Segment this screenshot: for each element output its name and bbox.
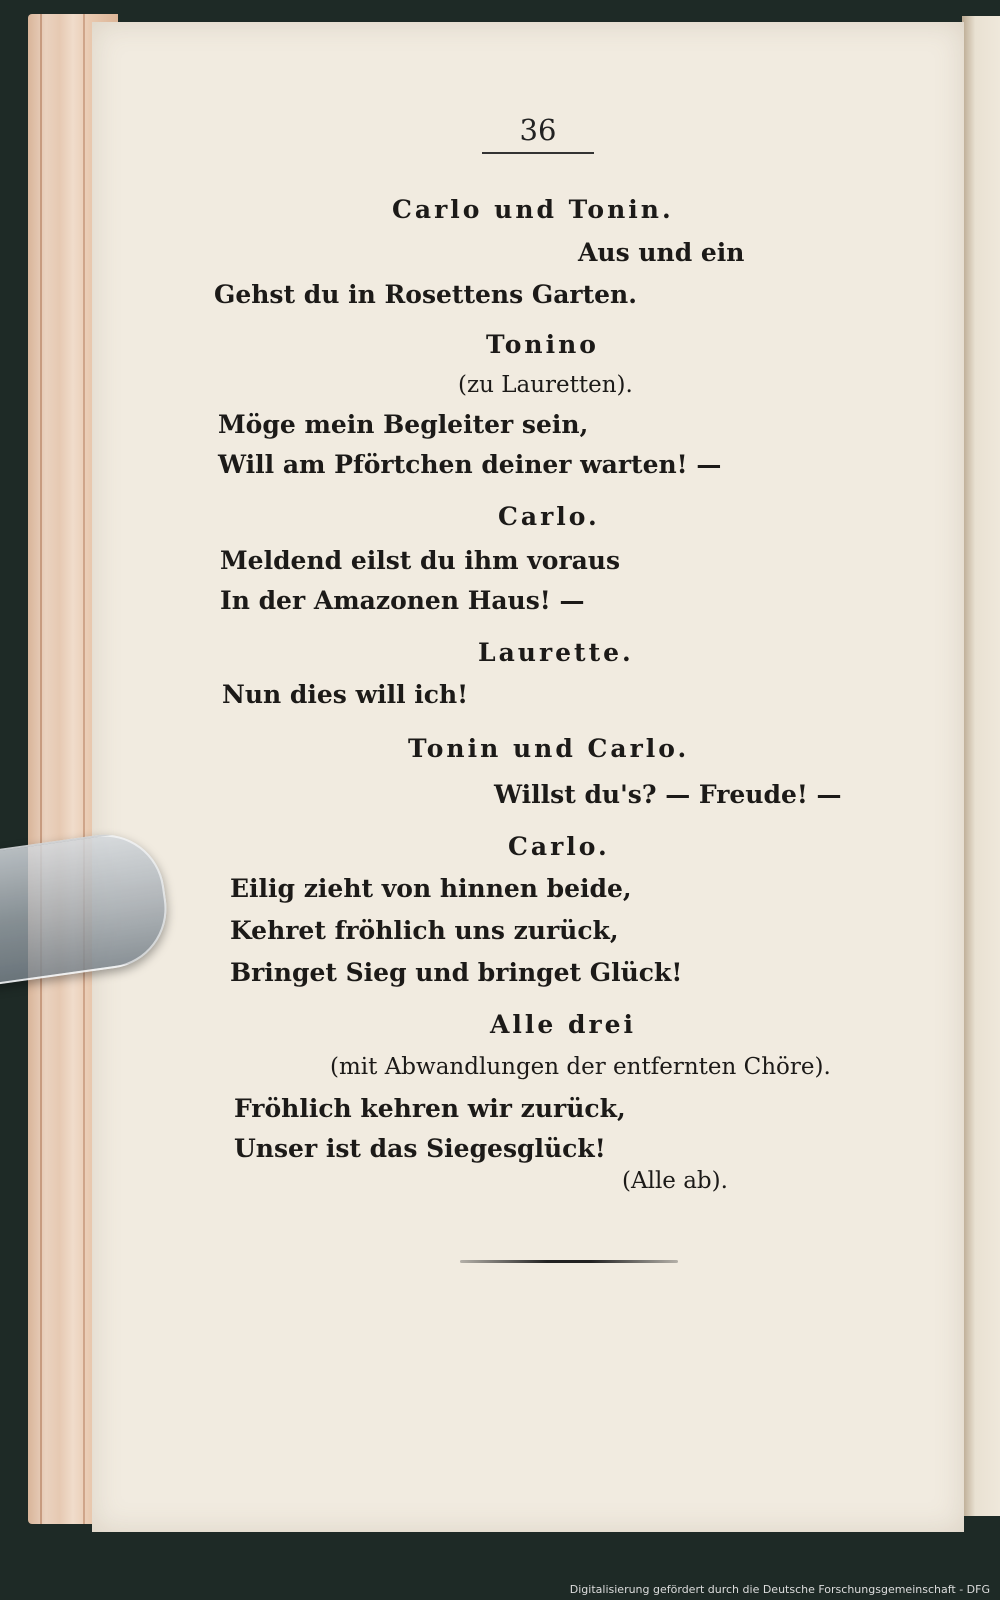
book-page — [92, 22, 964, 1532]
speaker-laurette: Laurette. — [478, 638, 634, 667]
speaker-carlo-und-tonin: Carlo und Tonin. — [392, 195, 674, 224]
verse-line: Unser ist das Siegesglück! — [234, 1134, 606, 1163]
verse-line: Fröhlich kehren wir zurück, — [234, 1094, 626, 1123]
page-number: 36 — [519, 113, 557, 147]
verse-line: Möge mein Begleiter sein, — [218, 410, 589, 439]
next-page-edge — [962, 16, 1000, 1516]
verse-line: Aus und ein — [578, 238, 745, 267]
verse-line: In der Amazonen Haus! — — [220, 586, 585, 615]
speaker-tonin-und-carlo: Tonin und Carlo. — [408, 734, 690, 763]
end-ornament-rule — [460, 1260, 678, 1263]
verse-line: Eilig zieht von hinnen beide, — [230, 874, 632, 903]
digitization-credit: Digitalisierung gefördert durch die Deutsche Forschungsgemeinschaft - DFG — [569, 1583, 990, 1596]
verse-line: Meldend eilst du ihm voraus — [220, 546, 621, 575]
stage-direction-exit: (Alle ab). — [622, 1168, 728, 1194]
speaker-carlo: Carlo. — [508, 832, 610, 861]
speaker-alle-drei: Alle drei — [490, 1010, 637, 1039]
verse-line: Will am Pförtchen deiner warten! — — [218, 450, 722, 479]
stage-direction: (mit Abwandlungen der entfernten Chöre). — [330, 1054, 831, 1080]
verse-line: Nun dies will ich! — [222, 680, 469, 709]
page-number-rule — [482, 152, 594, 154]
verse-line: Kehret fröhlich uns zurück, — [230, 916, 619, 945]
verse-line: Bringet Sieg und bringet Glück! — [230, 958, 683, 987]
speaker-carlo: Carlo. — [498, 502, 600, 531]
verse-line: Gehst du in Rosettens Garten. — [214, 280, 637, 309]
verse-line: Willst du's? — Freude! — — [494, 780, 842, 809]
stage-direction: (zu Lauretten). — [458, 372, 633, 398]
speaker-tonino: Tonino — [486, 330, 599, 359]
